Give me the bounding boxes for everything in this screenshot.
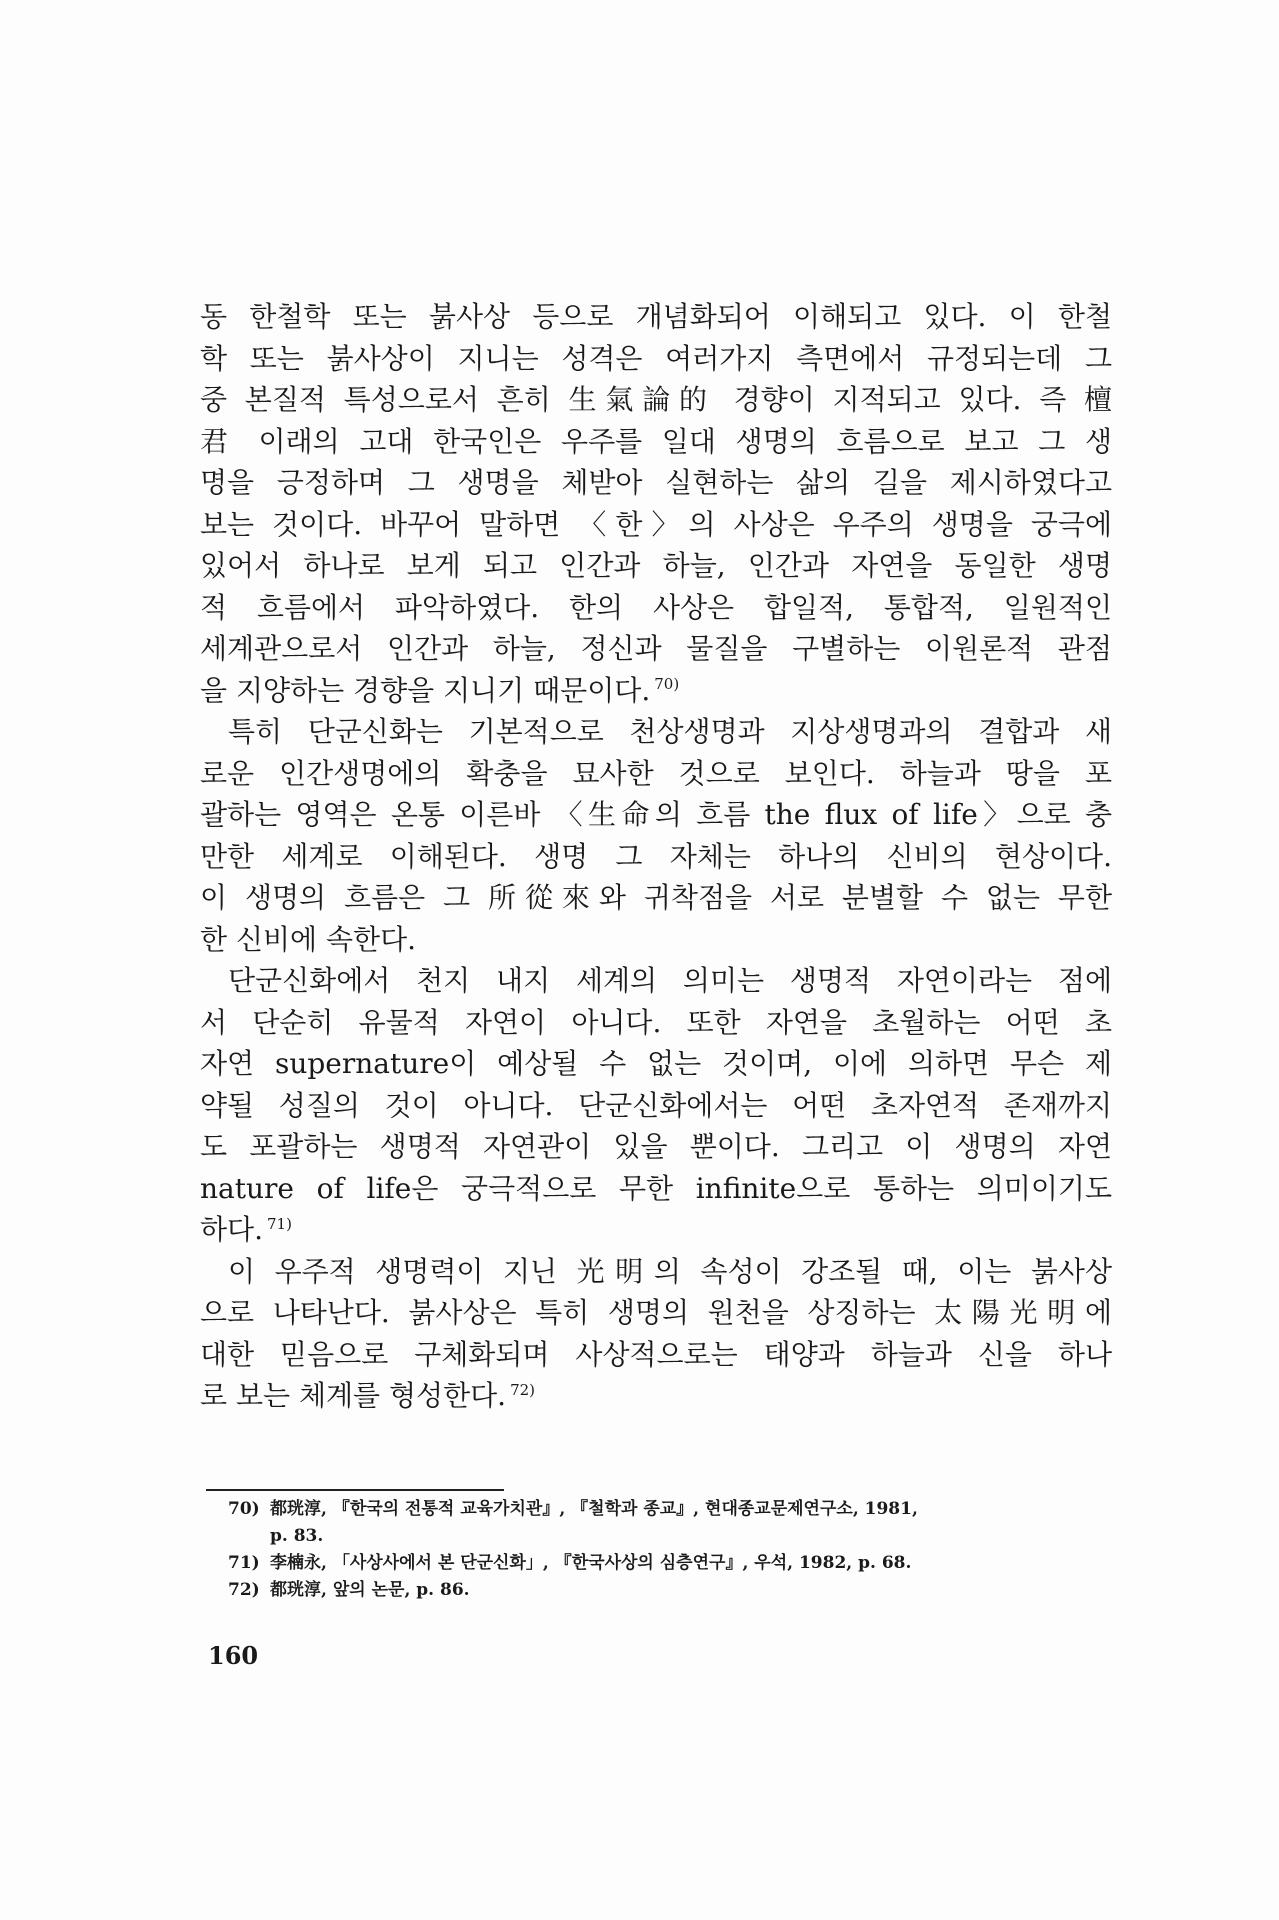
text-line: 학 또는 붉사상이 지니는 성격은 여러가지 측면에서 규정되는데 그 [200,341,1112,375]
text-line [200,1209,1112,1251]
text-line-content: 하다. [200,1213,263,1246]
footnote-ref: 71) [267,1214,292,1233]
footnotes [228,1496,1114,1604]
text-line-content: 을 지양하는 경향을 지니기 때문이다. [200,673,651,707]
text-line: 약될 성질의 것이 아니다. 단군신화에서는 어떤 초자연적 존재까지 [200,1088,1112,1122]
text-line [200,1375,1112,1417]
body-text [200,296,1112,1417]
text-line-content: 로 보는 체계를 형성한다. [200,1379,507,1412]
text-line: 명을 긍정하며 그 생명을 체받아 실현하는 삶의 길을 제시하였다고 [200,466,1112,499]
text-line: 특히 단군신화는 기본적으로 천상생명과 지상생명과의 결합과 새 [228,715,1112,748]
text-line: 로운 인간생명에의 확충을 묘사한 것으로 보인다. 하늘과 땅을 포 [200,756,1112,790]
text-line: 도 포괄하는 생명적 자연관이 있을 뿐이다. 그리고 이 생명의 자연 [200,1130,1112,1163]
text-line: 君 이래의 고대 한국인은 우주를 일대 생명의 흐름으로 보고 그 생 [200,424,1112,458]
text-line [200,670,1112,712]
text-line: 한 신비에 속한다. [200,922,417,956]
footnote-ref: 70) [654,675,680,694]
text-line: 이 생명의 흐름은 그 所從來와 귀착점을 서로 분별할 수 없는 무한 [200,881,1112,914]
text-line: 으로 나타난다. 붉사상은 특히 생명의 원천을 상징하는 太陽光明에 [200,1296,1112,1329]
text-line: 적 흐름에서 파악하였다. 한의 사상은 합일적, 통합적, 일원적인 [200,590,1112,624]
text-line: 이 우주적 생명력이 지닌 光明의 속성이 강조될 때, 이는 붉사상 [228,1254,1112,1288]
text-line: 있어서 하나로 보게 되고 인간과 하늘, 인간과 자연을 동일한 생명 [200,549,1112,582]
footnote-continuation: p. 83. [270,1526,324,1546]
footnote-number: 70) [228,1499,260,1519]
footnote-divider [206,1489,504,1491]
footnote-text: 都珖淳, 앞의 논문, p. 86. [270,1580,470,1600]
footnote-number: 71) [228,1553,260,1573]
footnote-text: 都珖淳, 『한국의 전통적 교육가치관』, 『철학과 종교』, 현대종교문제연구소, 1981, [270,1499,918,1519]
text-line: 동 한철학 또는 붉사상 등으로 개념화되어 이해되고 있다. 이 한철 [200,300,1112,333]
text-line: 대한 믿음으로 구체화되며 사상적으로는 태양과 하늘과 신을 하나 [200,1337,1112,1371]
footnote-number: 72) [228,1580,260,1600]
text-line: 자연 supernature이 예상될 수 없는 것이며, 이에 의하면 무슨 제 [200,1047,1112,1080]
page-number: 160 [208,1641,259,1670]
text-line: 서 단순히 유물적 자연이 아니다. 또한 자연을 초월하는 어떤 초 [200,1005,1112,1039]
text-line: 보는 것이다. 바꾸어 말하면 〈한〉의 사상은 우주의 생명을 궁극에 [200,507,1112,541]
text-line: nature of life은 궁극적으로 무한 infinite으로 통하는 의미이기도 [200,1171,1112,1205]
footnote [228,1577,1114,1604]
text-line: 만한 세계로 이해된다. 생명 그 자체는 하나의 신비의 현상이다. [200,839,1112,873]
text-line: 중 본질적 특성으로서 흔히 生氣論的 경향이 지적되고 있다. 즉 檀 [200,383,1112,416]
text-line: 괄하는 영역은 온통 이른바 〈生命의 흐름 the flux of life〉으로 충 [200,798,1112,831]
footnote-text: 李楠永, 「사상사에서 본 단군신화」, 『한국사상의 심층연구』, 우석, 1982, p. 68. [270,1553,912,1573]
text-line: 단군신화에서 천지 내지 세계의 의미는 생명적 자연이라는 점에 [228,964,1112,997]
text-line: 세계관으로서 인간과 하늘, 정신과 물질을 구별하는 이원론적 관점 [200,632,1112,665]
footnote-ref: 72) [510,1380,536,1399]
footnote [228,1496,1114,1523]
footnote [228,1550,1114,1577]
